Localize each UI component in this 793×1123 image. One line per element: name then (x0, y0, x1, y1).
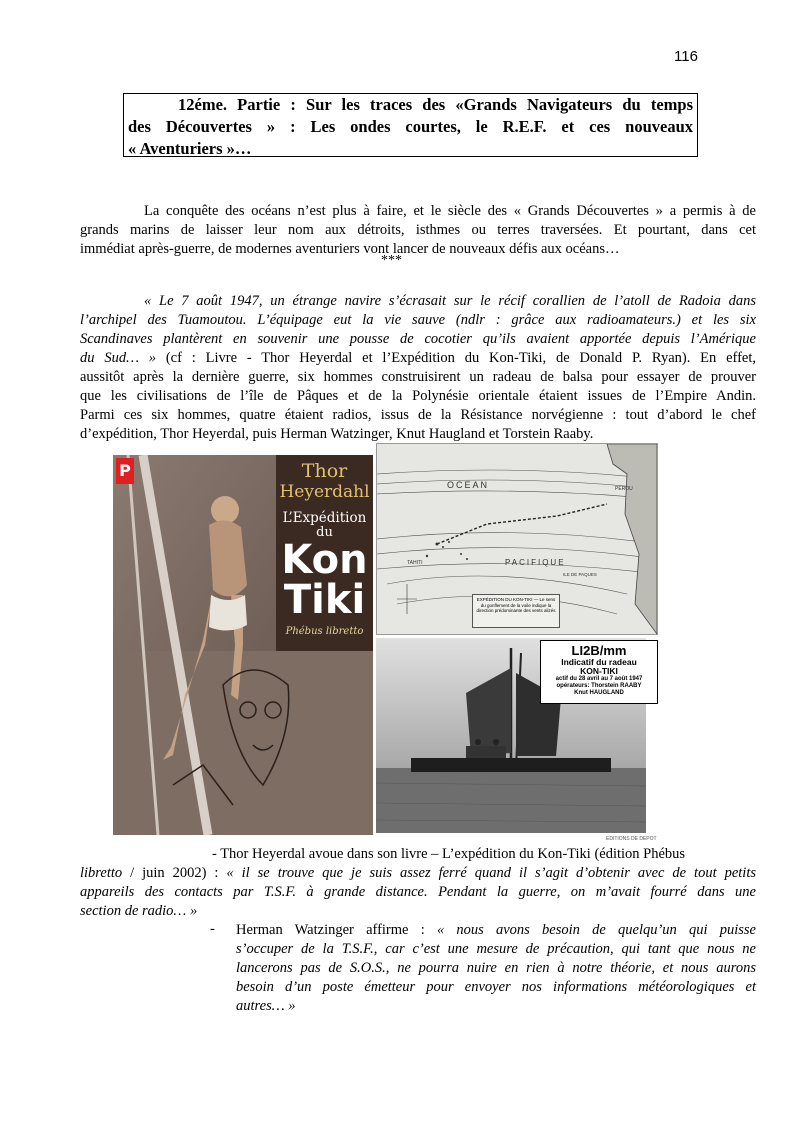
map-label-peru: PEROU (615, 486, 633, 492)
publisher-logo: P (116, 458, 134, 484)
callsign-raft-name: KON-TIKI (580, 666, 618, 676)
quote-line: « Le 7 août 1947, un étrange navire s’écrasait sur le récif corallien de l’atoll de Radoia dans (144, 293, 756, 309)
map-label-ocean: OCEAN (447, 480, 490, 490)
book-cover-image (113, 455, 373, 835)
title-line-3: « Aventuriers »… (128, 139, 252, 158)
callsign-box (540, 640, 658, 704)
title-line-2: des Découvertes » : Les ondes courtes, le R.E.F. et ces nouveaux (128, 117, 693, 136)
quote-line: aussitôt après la dernière guerre, six hommes construisirent un radeau de balsa pour essayer de prouver (80, 369, 756, 385)
section-title-box (123, 93, 698, 157)
cover-title-kon: Kon (281, 537, 368, 583)
map-label-paques: ILE DE PAQUES (563, 572, 597, 577)
quote-line: d’expédition, Thor Heyerdal, puis Herman Watzinger, Knut Haugland et Torstein Raaby. (80, 426, 594, 442)
intro-line: immédiat après-guerre, de modernes aventuriers vont lancer de nouveaux défis aux océans… (80, 241, 620, 257)
quote-line: Parmi ces six hommes, quatre étaient radios, issus de la Résistance norvégienne : tout d’abord le chef (80, 407, 756, 423)
page-number: 116 (674, 48, 698, 65)
intro-line: La conquête des océans n’est plus à faire, et le siècle des « Grands Découvertes » a permis à de (144, 203, 756, 219)
watzinger-line: lancerons pas de S.O.S., ne pourra nuire en rien à notre théorie, et nous aurons (236, 960, 756, 976)
heyerdal-line: section de radio… » (80, 903, 198, 919)
cover-title-tiki: Tiki (283, 577, 366, 623)
quote-line: du Sud… » (cf : Livre - Thor Heyerdal et l’Expédition du Kon-Tiki, de Donald P. Ryan). En effet, (80, 350, 756, 366)
cover-title-panel (276, 455, 373, 651)
callsign-operators-2: Knut HAUGLAND (574, 690, 624, 696)
callsign-operators: opérateurs: Thorstein RAABY (556, 683, 642, 689)
heyerdal-paragraph (80, 845, 756, 921)
callsign: LI2B/mm (571, 643, 627, 658)
heyerdal-line: libretto / juin 2002) : « il se trouve que je suis assez ferré quand il s’agit d’obtenir avec de tout petits (80, 865, 756, 881)
watzinger-line: s’occuper de la T.S.F., car c’est une mesure de précaution, qui tant que nous ne (236, 941, 756, 957)
quote-line: Scandinaves plantèrent en souvenir une pousse de cocotier qu’ils avaient apportée depuis l’Amérique (80, 331, 756, 347)
bullet-dash: - (210, 921, 215, 937)
map-label-pacifique: PACIFIQUE (505, 558, 566, 567)
cover-title-expedition: L’Expédition (282, 510, 367, 526)
watzinger-paragraph (236, 921, 756, 1016)
callsign-indicatif: Indicatif du radeau (561, 657, 637, 667)
expedition-map (376, 443, 658, 635)
quote-paragraph (80, 292, 756, 444)
cover-publisher: Phébus libretto (285, 626, 364, 637)
map-label-tahiti: TAHITI (407, 560, 423, 566)
intro-paragraph (80, 202, 756, 259)
cover-author-first: Thor (301, 460, 348, 482)
title-line-1: 12éme. Partie : Sur les traces des «Grands Navigateurs du temps (178, 95, 693, 114)
quote-line: l’archipel des Tuamoutou. L’équipage eut la vie sauve (ndlr : grâce aux radioamateurs.) et les six (80, 312, 756, 328)
map-legend: EXPÉDITION DU KON-TIKI — Le sens du gonflement de la voile indique la direction prédominante des vents alizés (472, 594, 560, 628)
intro-line: grands marins de laisser leur nom aux détroits, isthmes ou terres traversées. Et pourtant, dans cet (80, 222, 756, 238)
watzinger-line: besoin d’un poste émetteur pour envoyer nos informations météorologiques et (236, 979, 756, 995)
separator: *** (381, 253, 402, 268)
heyerdal-line: - Thor Heyerdal avoue dans son livre – L’expédition du Kon-Tiki (édition Phébus (212, 846, 686, 862)
heyerdal-line: appareils des contacts par T.S.F. à grande distance. Pendant la guerre, on m’avait fourré dans une (80, 884, 756, 900)
callsign-dates: actif du 28 avril au 7 août 1947 (555, 676, 643, 682)
cover-author-last: Heyerdahl (279, 482, 370, 502)
cover-title-du: du (316, 525, 333, 540)
photo-credit: EDITIONS DE DEPOT (606, 836, 657, 842)
watzinger-line: Herman Watzinger affirme : « nous avons besoin de quelqu’un qui puisse (236, 922, 756, 938)
watzinger-line: autres… » (236, 998, 296, 1014)
quote-line: que les civilisations de l’île de Pâques et de la Polynésie orientale étaient issues de l’Empire Andin. (80, 388, 756, 404)
